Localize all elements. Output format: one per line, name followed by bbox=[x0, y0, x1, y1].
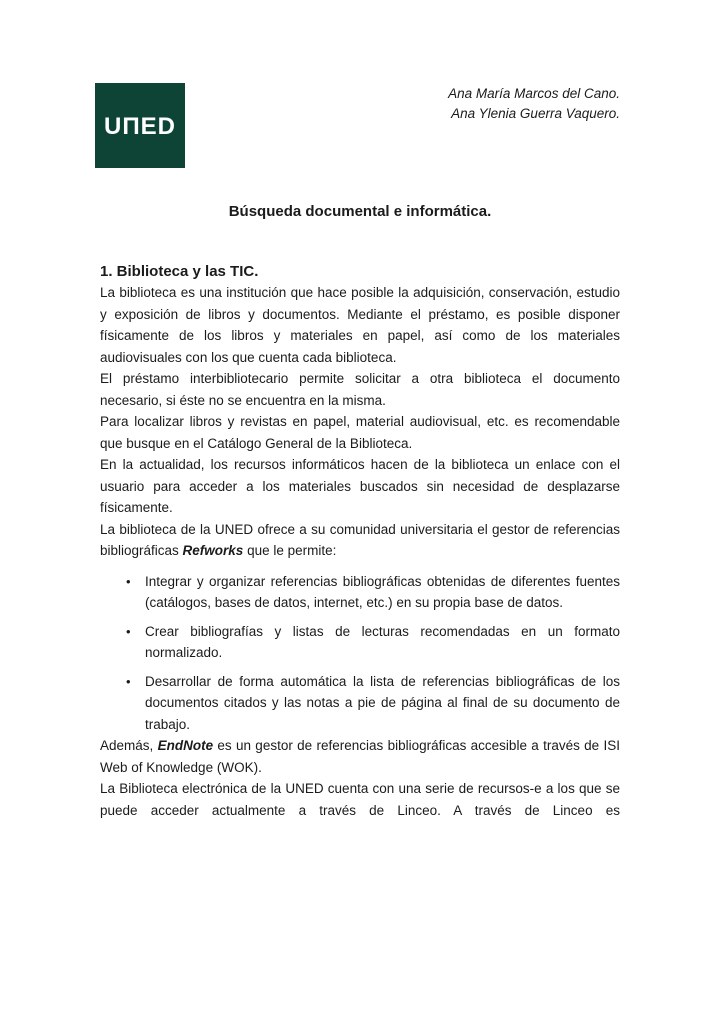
bullet-item-text: Integrar y organizar referencias bibliográficas obtenidas de diferentes fuentes (catálogos, bases de datos, internet, etc.) en su propia base de datos. bbox=[145, 573, 620, 610]
bullet-item bbox=[100, 571, 620, 614]
bullet-item bbox=[100, 671, 620, 736]
bullet-item-text: Crear bibliografías y listas de lecturas recomendadas en un formato normalizado. bbox=[145, 623, 620, 660]
paragraph-endnote bbox=[100, 735, 620, 778]
bullet-item-text: Desarrollar de forma automática la lista de referencias bibliográficas de los documentos citados y las notas a pie de página al final de su documento de trabajo. bbox=[145, 673, 620, 732]
paragraph-biblioteca-electronica: La Biblioteca electrónica de la UNED cuenta con una serie de recursos-e a los que se puede acceder actualmente a través de Linceo. A través de Linceo es bbox=[100, 781, 620, 818]
paragraph-recursos-informaticos: En la actualidad, los recursos informáticos hacen de la biblioteca un enlace con el usuario para acceder a los materiales buscados sin necesidad de desplazarse físicamente. bbox=[100, 457, 620, 515]
endnote-emphasis: EndNote bbox=[157, 738, 214, 753]
paragraph-text: Además, bbox=[100, 738, 158, 753]
refworks-emphasis: Refworks bbox=[182, 543, 244, 558]
paragraph-text: La biblioteca de la UNED ofrece a su comunidad universitaria el gestor de referencias bibliográficas bbox=[100, 521, 620, 558]
document-title: Búsqueda documental e informática. bbox=[228, 203, 492, 220]
bullet-icon: • bbox=[126, 673, 131, 689]
paragraph-biblioteca-institucion: La biblioteca es una institución que hace posible la adquisición, conservación, estudio y exposición de libros y documentos. Mediante el préstamo, es posible disponer físicamente de los libros y materiales en papel, así como de los materiales audiovisuales con los que cuenta cada biblioteca. bbox=[100, 285, 620, 365]
paragraph-text: que le permite: bbox=[243, 543, 337, 558]
section-heading: 1. Biblioteca y las TIC. bbox=[100, 263, 259, 280]
paragraph-text: es un gestor de referencias bibliográficas accesible a través de ISI Web of Knowledge (WOK). bbox=[100, 738, 620, 775]
paragraph-refworks bbox=[100, 519, 620, 562]
uned-logo-text: UΠED bbox=[103, 112, 176, 140]
paragraph-localizar-libros: Para localizar libros y revistas en papel, material audiovisual, etc. es recomendable que busque en el Catálogo General de la Biblioteca. bbox=[100, 414, 620, 451]
bullet-icon: • bbox=[126, 573, 131, 589]
author-name: Ana Ylenia Guerra Vaquero. bbox=[451, 105, 620, 121]
author-name: Ana María Marcos del Cano. bbox=[448, 86, 620, 101]
bullet-list bbox=[100, 571, 620, 736]
bullet-item bbox=[100, 621, 620, 664]
paragraph-prestamo-interbibliotecario: El préstamo interbibliotecario permite solicitar a otra biblioteca el documento necesario, si éste no se encuentra en la misma. bbox=[100, 371, 620, 408]
document-body bbox=[100, 0, 620, 821]
bullet-icon: • bbox=[126, 623, 131, 639]
